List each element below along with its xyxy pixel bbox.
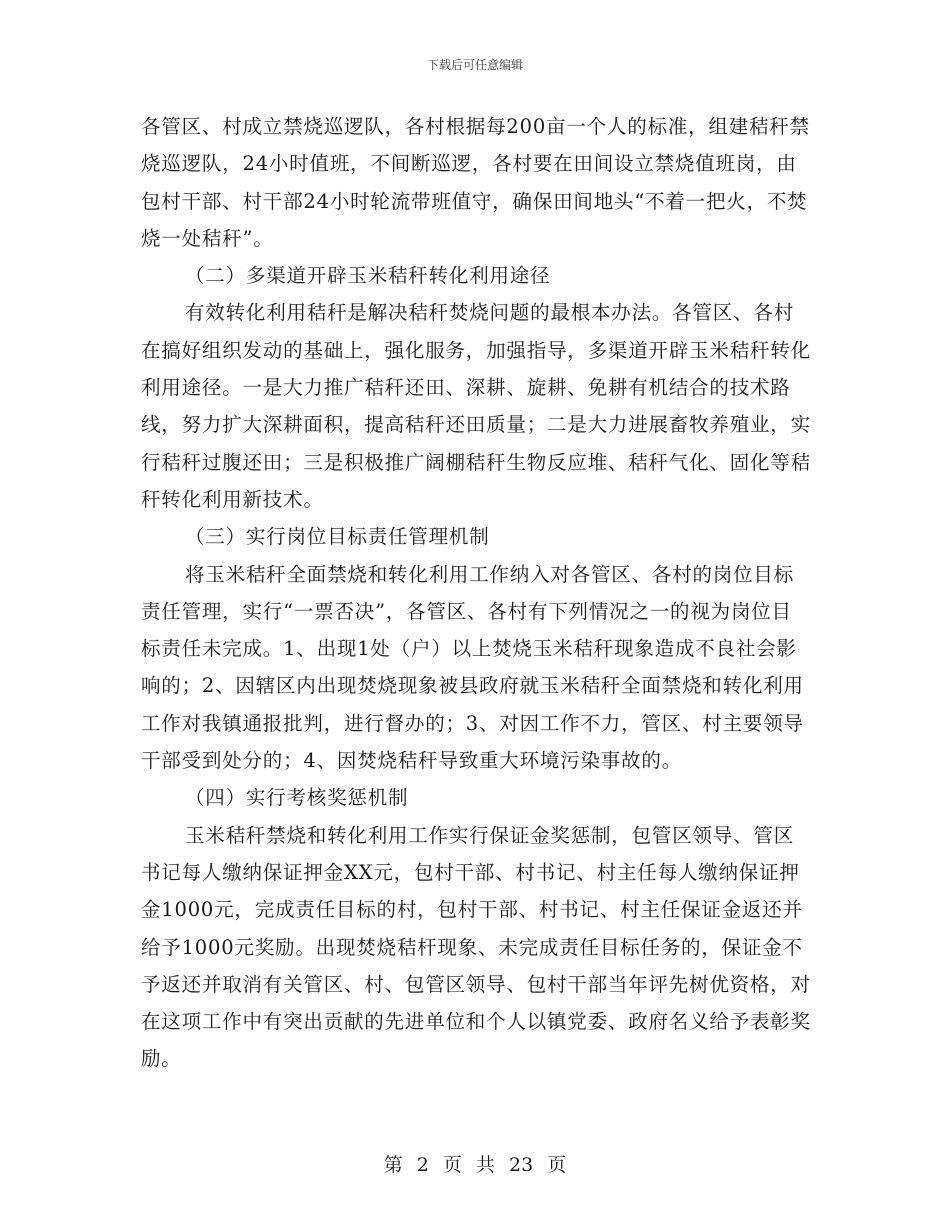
paragraph-continued: 各管区、村成立禁烧巡逻队，各村根据每200亩一个人的标准，组建秸秆禁烧巡逻队，24小时值班，不间断巡逻，各村要在田间设立禁烧值班岗，由包村干部、村干部24小时轮流带班值守，确保田间地头“不着一把火，不焚烧一处秸秆”。 — [141, 115, 810, 250]
section-heading-4: （四）实行考核奖惩机制 — [185, 786, 409, 810]
section-heading-2: （二）多渠道开辟玉米秸秆转化利用途径 — [185, 264, 551, 288]
paragraph-section-2: 有效转化利用秸秆是解决秸秆焚烧问题的最根本办法。各管区、各村在搞好组织发动的基础上，强化服务，加强指导，多渠道开辟玉米秸秆转化利用途径。一是大力推广秸秆还田、深耕、旋耕、免耕有机结合的技术路线，努力扩大深耕面积，提高秸秆还田质量；二是大力进展畜牧养殖业，实行秸秆过腹还田；三是积极推广阔棚秸秆生物反应堆、秸秆气化、固化等秸秆转化利用新技术。 — [141, 301, 811, 511]
document-body — [141, 108, 811, 1078]
paragraph-section-4: 玉米秸秆禁烧和转化利用工作实行保证金奖惩制，包管区领导、管区书记每人缴纳保证押金XX元，包村干部、村书记、村主任每人缴纳保证押金1000元，完成责任目标的村，包村干部、村书记、村主任保证金返还并给予1000元奖励。出现焚烧秸杆现象、未完成责任目标任务的，保证金不予返还并取消有关管区、村、包管区领导、包村干部当年评先树优资格，对在这项工作中有突出贡献的先进单位和个人以镇党委、政府名义给予表彰奖励。 — [141, 823, 811, 1071]
section-heading-3: （三）实行岗位目标责任管理机制 — [185, 525, 490, 549]
page-header: 下载后可任意编辑 — [426, 58, 523, 72]
page-number-footer: 第 2 页 共 23 页 — [383, 1154, 567, 1176]
paragraph-section-3: 将玉米秸秆全面禁烧和转化利用工作纳入对各管区、各村的岗位目标责任管理，实行“一票否决”，各管区、各村有下列情况之一的视为岗位目标责任未完成。1、出现1处（户）以上焚烧玉米秸秆现象造成不良社会影响的；2、因辖区内出现焚烧现象被县政府就玉米秸秆全面禁烧和转化利用工作对我镇通报批判，进行督办的；3、对因工作不力，管区、村主要领导干部受到处分的；4、因焚烧秸秆导致重大环境污染事故的。 — [141, 562, 804, 773]
